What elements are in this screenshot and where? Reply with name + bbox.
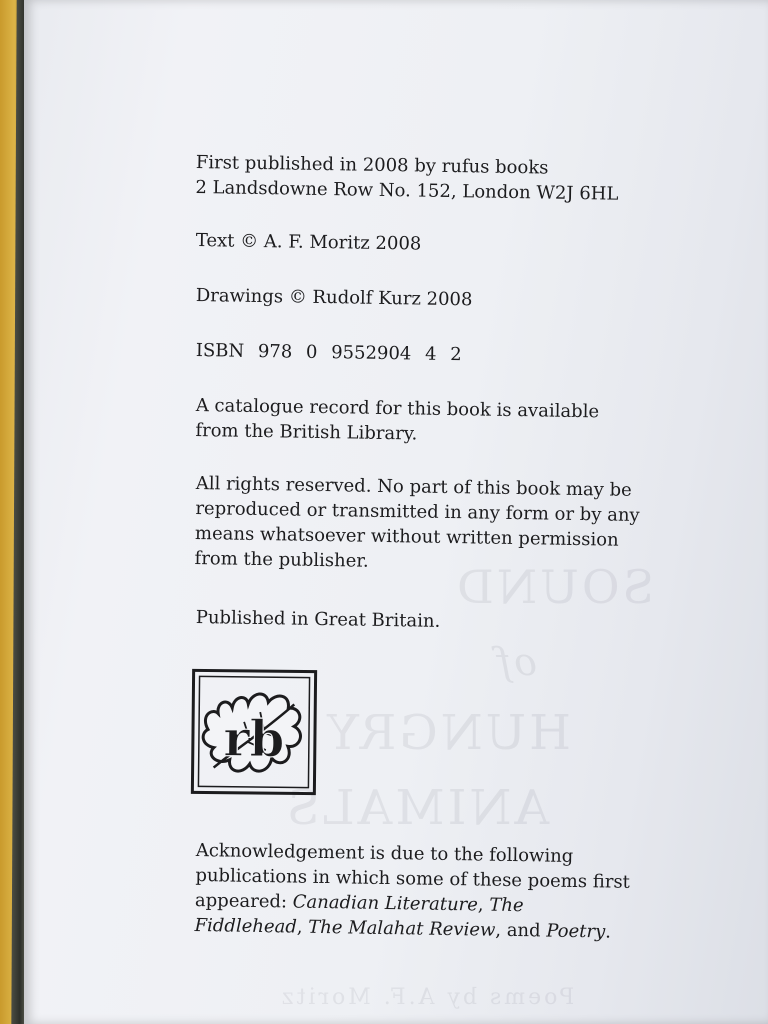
ack-separator-1: , [477,894,490,916]
ack-publication-2: The Fiddlehead [194,894,524,938]
book-page [24,0,768,1024]
publisher-line: First published in 2008 by rufus books [195,151,549,179]
catalogue-text: A catalogue record for this book is available from the British Library. [195,394,600,445]
drawings-copyright: Drawings © Rudolf Kurz 2008 [195,284,473,311]
ack-publication-4: Poetry [546,920,606,943]
ack-publication-1: Canadian Literature [292,891,479,916]
ack-separator-3: , and [495,919,547,942]
show-through-word-3: HUNGRY [324,705,572,761]
imprint-block [195,150,656,207]
oak-leaf-monogram-logo [189,667,318,796]
show-through-word-1: SOUND [454,560,655,614]
acknowledgement-text [194,838,636,945]
show-through-word-2: of [494,640,537,684]
ack-intro: Acknowledgement is due to the following publications in which some of these poems first appeared: [194,839,631,913]
ack-separator-2: , [296,916,309,938]
ack-publication-3: The Malahat Review [308,916,496,941]
catalogue-note [195,393,641,450]
show-through-word-4: ANIMALS [284,780,550,836]
publisher-address: 2 Landsdowne Row No. 152, London W2J 6HL [195,176,619,205]
acknowledgement-note [194,838,636,945]
logo-monogram: rb [222,708,285,769]
published-in: Published in Great Britain. [195,606,441,632]
ack-end: . [605,921,612,943]
show-through-byline: Poems by A.F. Moritz [279,985,575,1010]
text-copyright: Text © A. F. Moritz 2008 [195,229,422,255]
isbn: ISBN 978 0 9552904 4 2 [195,339,462,366]
rights-note [194,471,641,578]
rights-text: All rights reserved. No part of this book may be reproduced or transmitted in any form or by any means whatsoever without written permission from the publisher. [194,472,640,572]
